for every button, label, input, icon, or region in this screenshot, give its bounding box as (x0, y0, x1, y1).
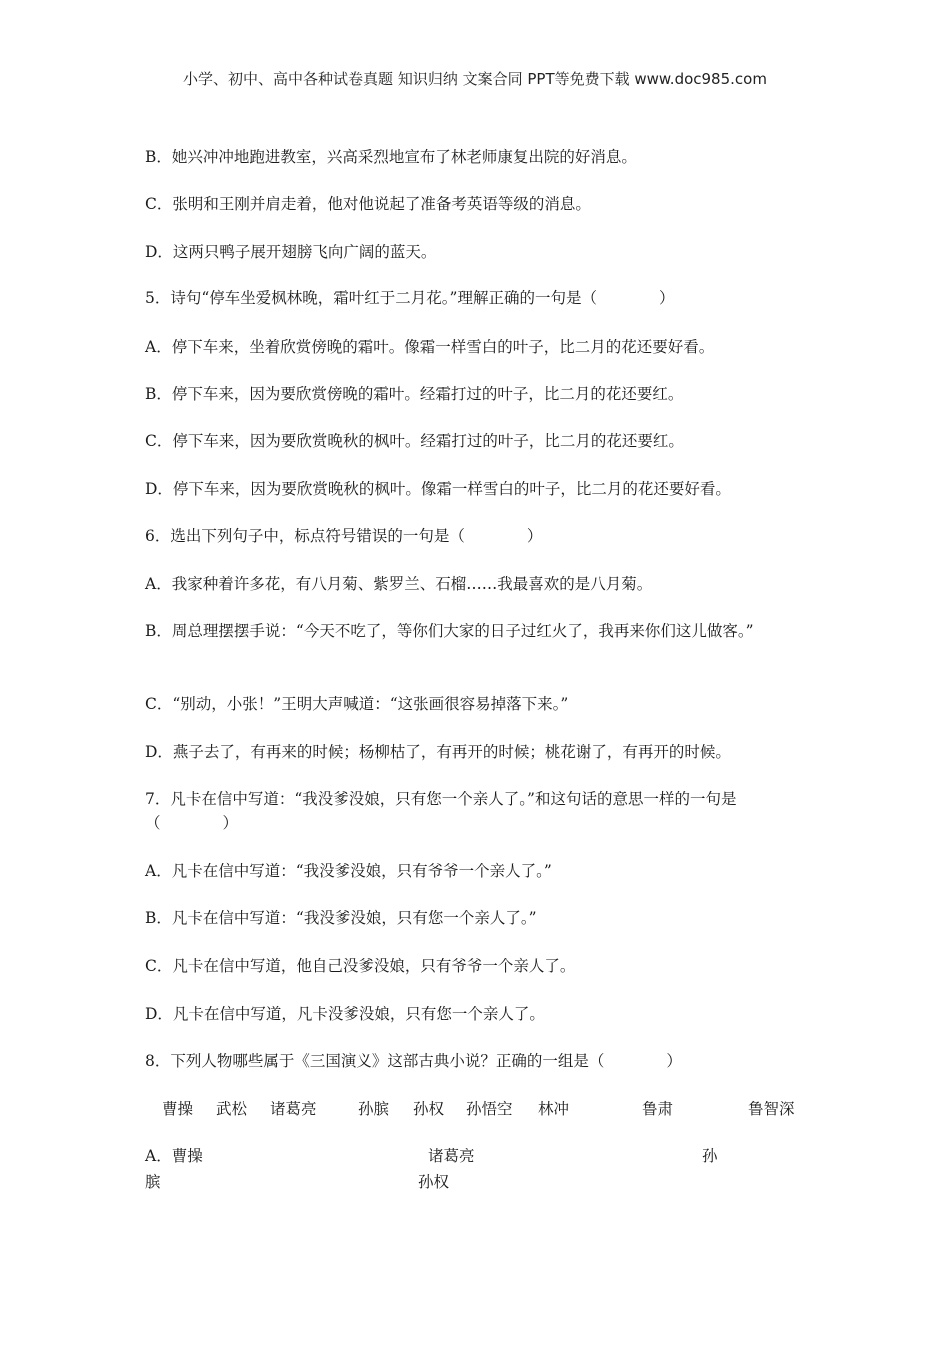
name-item: 诸葛亮 (270, 1100, 317, 1118)
answer-a-item: 诸葛亮 (428, 1147, 475, 1165)
option-line: A．凡卡在信中写道：“我没爹没娘，只有爷爷一个亲人了。” (145, 862, 552, 880)
option-line: B．周总理摆摆手说：“今天不吃了，等你们大家的日子过红火了，我再来你们这儿做客。” (145, 622, 754, 640)
option-line: C．凡卡在信中写道，他自己没爹没娘，只有爷爷一个亲人了。 (145, 957, 576, 975)
name-item: 曹操 (162, 1100, 194, 1118)
name-item: 武松 (216, 1100, 248, 1118)
option-line: C．张明和王刚并肩走着，他对他说起了准备考英语等级的消息。 (145, 195, 591, 213)
question-8: 8．下列人物哪些属于《三国演义》这部古典小说？正确的一组是（ ） (145, 1052, 682, 1070)
answer-a-item: 膑 (145, 1173, 161, 1191)
option-line: D．凡卡在信中写道，凡卡没爹没娘，只有您一个亲人了。 (145, 1005, 545, 1023)
option-line: C．停下车来，因为要欣赏晚秋的枫叶。经霜打过的叶子，比二月的花还要红。 (145, 432, 684, 450)
name-item: 孙权 (413, 1100, 445, 1118)
question-5: 5．诗句“停车坐爱枫林晚，霜叶红于二月花。”理解正确的一句是（ ） (145, 289, 675, 307)
name-item: 鲁肃 (642, 1100, 674, 1118)
option-line: D．燕子去了，有再来的时候；杨柳枯了，有再开的时候；桃花谢了，有再开的时候。 (145, 743, 731, 761)
option-line: C．“别动，小张！”王明大声喊道：“这张画很容易掉落下来。” (145, 695, 569, 713)
name-item: 孙膑 (358, 1100, 390, 1118)
name-item: 鲁智深 (748, 1100, 795, 1118)
answer-a-item: 孙 (702, 1147, 718, 1165)
name-item: 林冲 (538, 1100, 570, 1118)
name-item: 孙悟空 (466, 1100, 513, 1118)
question-6: 6．选出下列句子中，标点符号错误的一句是（ ） (145, 527, 543, 545)
answer-a-item: 孙权 (418, 1173, 450, 1191)
option-line: A．停下车来，坐着欣赏傍晚的霜叶。像霜一样雪白的叶子，比二月的花还要好看。 (145, 338, 715, 356)
answer-a-label: A．曹操 (145, 1147, 203, 1165)
page-header: 小学、初中、高中各种试卷真题 知识归纳 文案合同 PPT等免费下载 www.doc985.com (183, 70, 767, 88)
option-line: B．她兴冲冲地跑进教室，兴高采烈地宣布了林老师康复出院的好消息。 (145, 148, 637, 166)
option-line: B．停下车来，因为要欣赏傍晚的霜叶。经霜打过的叶子，比二月的花还要红。 (145, 385, 684, 403)
option-line: D．这两只鸭子展开翅膀飞向广阔的蓝天。 (145, 243, 437, 261)
question-7: 7．凡卡在信中写道：“我没爹没娘，只有您一个亲人了。”和这句话的意思一样的一句是（ ） (145, 790, 737, 832)
option-line: A．我家种着许多花，有八月菊、紫罗兰、石榴……我最喜欢的是八月菊。 (145, 575, 653, 593)
option-line: B．凡卡在信中写道：“我没爹没娘，只有您一个亲人了。” (145, 909, 537, 927)
option-line: D．停下车来，因为要欣赏晚秋的枫叶。像霜一样雪白的叶子，比二月的花还要好看。 (145, 480, 731, 498)
